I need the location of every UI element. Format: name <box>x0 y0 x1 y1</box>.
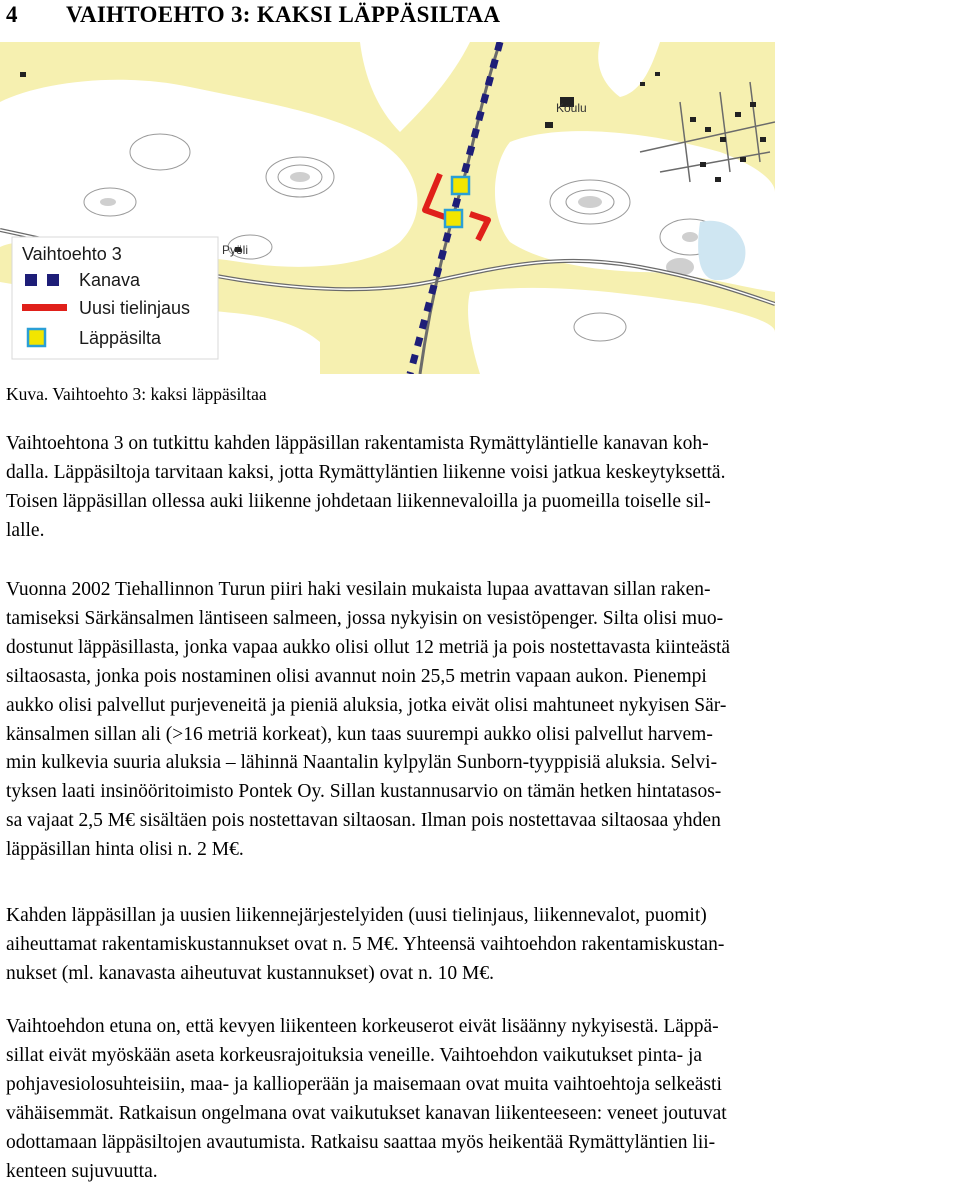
paragraph-line: odottamaan läppäsiltojen avautumista. Ratkaisu saattaa myös heikentää Rymättyläntien lii- <box>6 1131 716 1153</box>
paragraph-line: Vuonna 2002 Tiehallinnon Turun piiri haki vesilain mukaista lupaa avattavan sillan raken- <box>6 579 711 600</box>
map-figure <box>0 42 775 374</box>
map-bascule-bridge-1 <box>452 177 469 194</box>
map-legend-item-new-road: Uusi tielinjaus <box>79 298 191 318</box>
paragraph-line: tyksen laati insinööritoimisto Pontek Oy. Sillan kustannusarvio on tämän hetken hintatasos- <box>6 781 722 803</box>
paragraph-line: siltaosasta, jonka pois nostaminen olisi avannut noin 25,5 metrin vapaan aukon. Pienempi <box>6 665 707 687</box>
paragraph-line: läppäsillan hinta olisi n. 2 M€. <box>6 839 244 861</box>
map-legend-item-canal: Kanava <box>79 270 141 290</box>
map-legend-item-bridge: Läppäsilta <box>79 328 162 348</box>
paragraph-line: dalla. Läppäsiltoja tarvitaan kaksi, jotta Rymättyläntien liikenne voisi jatkua keskeytyksettä. <box>6 461 726 483</box>
paragraph-line: nukset (ml. kanavasta aiheutuvat kustannukset) ovat n. 10 M€. <box>6 962 494 984</box>
paragraph-2 <box>6 576 954 865</box>
paragraph-3 <box>6 902 954 989</box>
paragraph-line: Kahden läppäsillan ja uusien liikennejärjestelyiden (uusi tielinjaus, liikennevalot, puomit) <box>6 905 707 926</box>
map-label-school: Koulu <box>556 101 587 115</box>
canal-dashes-icon <box>25 274 37 286</box>
section-title: VAIHTOEHTO 3: KAKSI LÄPPÄSILTAA <box>66 2 501 27</box>
section-heading <box>6 2 500 28</box>
paragraph-4 <box>6 1013 954 1186</box>
section-number: 4 <box>6 2 18 27</box>
paragraph-1 <box>6 430 954 546</box>
paragraph-line: Toisen läppäsillan ollessa auki liikenne johdetaan liikennevaloilla ja puomeilla toiselle sil- <box>6 490 711 512</box>
paragraph-line: min kulkevia suuria aluksia – lähinnä Naantalin kylpylän Sunborn-tyyppisiä aluksia. Selvi- <box>6 752 718 774</box>
paragraph-line: pohjavesiolosuhteisiin, maa- ja kallioperään ja maisemaan ovat muita vaihtoehtoja selkeästi <box>6 1073 722 1095</box>
map-bascule-bridge-2 <box>445 210 462 227</box>
paragraph-line: Vaihtoehdon etuna on, että kevyen liikenteen korkeuserot eivät lisäänny nykyisestä. Läppä- <box>6 1016 719 1037</box>
paragraph-line: tamiseksi Särkänsalmen läntiseen salmeen, jossa nykyisin on vesistöpenger. Silta olisi muo- <box>6 607 724 629</box>
paragraph-line: sa vajaat 2,5 M€ sisältäen pois nostettavan siltaosan. Ilman pois nostettavaa siltaosaa yhden <box>6 810 721 832</box>
paragraph-line: känsalmen sillan ali (>16 metriä korkeat), kun taas suurempi aukko olisi palvellut harvem- <box>6 723 713 745</box>
paragraph-line: kenteen sujuvuutta. <box>6 1160 158 1182</box>
paragraph-line: Vaihtoehtona 3 on tutkittu kahden läppäsillan rakentamista Rymättyläntielle kanavan koh- <box>6 433 709 454</box>
map-label-place: Pyöli <box>222 243 249 257</box>
paragraph-line: dostunut läppäsillasta, jonka vapaa aukko olisi ollut 12 metriä ja pois nostettavasta kiinteästä <box>6 636 731 658</box>
map-legend-title: Vaihtoehto 3 <box>22 244 122 264</box>
map-legend <box>12 237 218 359</box>
paragraph-line: aukko olisi palvellut purjeveneitä ja pieniä aluksia, jotka eivät olisi mahtuneet nykyisen Sär- <box>6 694 727 716</box>
paragraph-line: aiheuttamat rakentamiskustannukset ovat n. 5 M€. Yhteensä vaihtoehdon rakentamiskustan- <box>6 933 725 955</box>
yellow-square-icon <box>28 329 45 346</box>
paragraph-line: lalle. <box>6 519 45 541</box>
red-line-icon <box>22 304 67 311</box>
paragraph-line: vähäisemmät. Ratkaisun ongelmana ovat vaikutukset kanavan liikenteeseen: veneet joutuvat <box>6 1102 727 1124</box>
figure-caption: Kuva. Vaihtoehto 3: kaksi läppäsiltaa <box>6 384 267 404</box>
paragraph-line: sillat eivät myöskään aseta korkeusrajoituksia veneille. Vaihtoehdon vaikutukset pinta- ja <box>6 1044 703 1066</box>
canal-dashes-icon-2 <box>47 274 59 286</box>
